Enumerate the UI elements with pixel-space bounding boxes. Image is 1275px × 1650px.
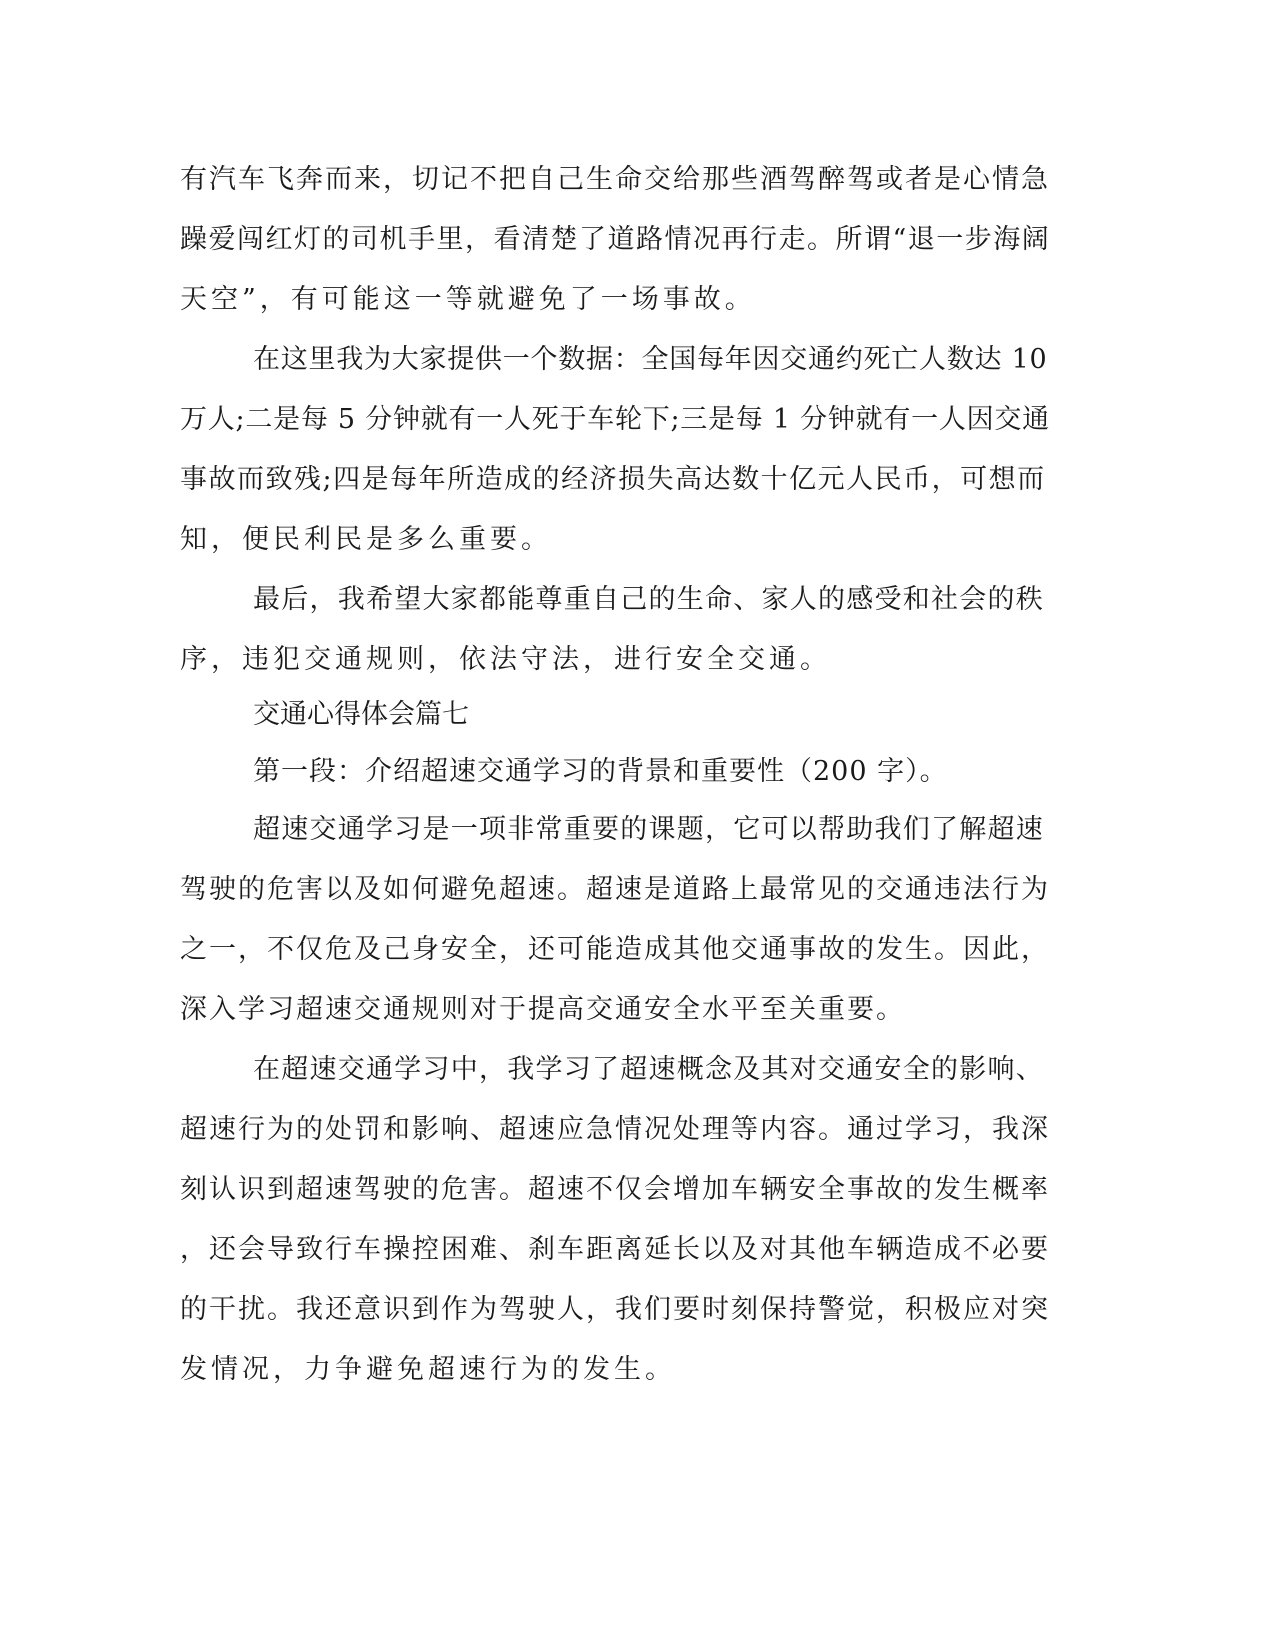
text-line: 驾驶的危害以及如何避免超速。超速是道路上最常见的交通违法行为 bbox=[180, 874, 1050, 905]
text-line: 躁爱闯红灯的司机手里，看清楚了道路情况再行走。所谓“退一步海阔 bbox=[180, 224, 1051, 255]
text-line: 在超速交通学习中，我学习了超速概念及其对交通安全的影响、 bbox=[253, 1054, 1044, 1085]
text-line: 刻认识到超速驾驶的危害。超速不仅会增加车辆安全事故的发生概率 bbox=[180, 1174, 1050, 1205]
text-line: 超速行为的处罚和影响、超速应急情况处理等内容。通过学习，我深 bbox=[180, 1114, 1050, 1145]
text-line: 知，便民利民是多么重要。 bbox=[180, 524, 552, 555]
text-line: 超速交通学习是一项非常重要的课题，它可以帮助我们了解超速 bbox=[253, 814, 1044, 845]
text-line: 序，违犯交通规则，依法守法，进行安全交通。 bbox=[180, 644, 831, 675]
text-line: 万人;二是每 5 分钟就有一人死于车轮下;三是每 1 分钟就有一人因交通 bbox=[180, 404, 1050, 435]
text-line: 天空”，有可能这一等就避免了一场事故。 bbox=[180, 284, 756, 315]
text-line: 发情况，力争避免超速行为的发生。 bbox=[180, 1354, 676, 1385]
text-line: 深入学习超速交通规则对于提高交通安全水平至关重要。 bbox=[180, 994, 905, 1025]
text-line: 事故而致残;四是每年所造成的经济损失高达数十亿元人民币，可想而 bbox=[180, 464, 1046, 495]
text-line: ，还会导致行车操控困难、刹车距离延长以及对其他车辆造成不必要 bbox=[180, 1234, 1050, 1265]
text-line: 在这里我为大家提供一个数据：全国每年因交通约死亡人数达 10 bbox=[253, 344, 1048, 375]
text-line: 有汽车飞奔而来，切记不把自己生命交给那些酒驾醉驾或者是心情急 bbox=[180, 164, 1050, 195]
text-line: 的干扰。我还意识到作为驾驶人，我们要时刻保持警觉，积极应对突 bbox=[180, 1294, 1050, 1325]
text-line: 之一，不仅危及己身安全，还可能造成其他交通事故的发生。因此， bbox=[180, 934, 1050, 965]
subheading: 第一段：介绍超速交通学习的背景和重要性（200 字）。 bbox=[253, 756, 948, 787]
section-heading: 交通心得体会篇七 bbox=[253, 699, 469, 730]
text-line: 最后，我希望大家都能尊重自己的生命、家人的感受和社会的秩 bbox=[253, 584, 1044, 615]
